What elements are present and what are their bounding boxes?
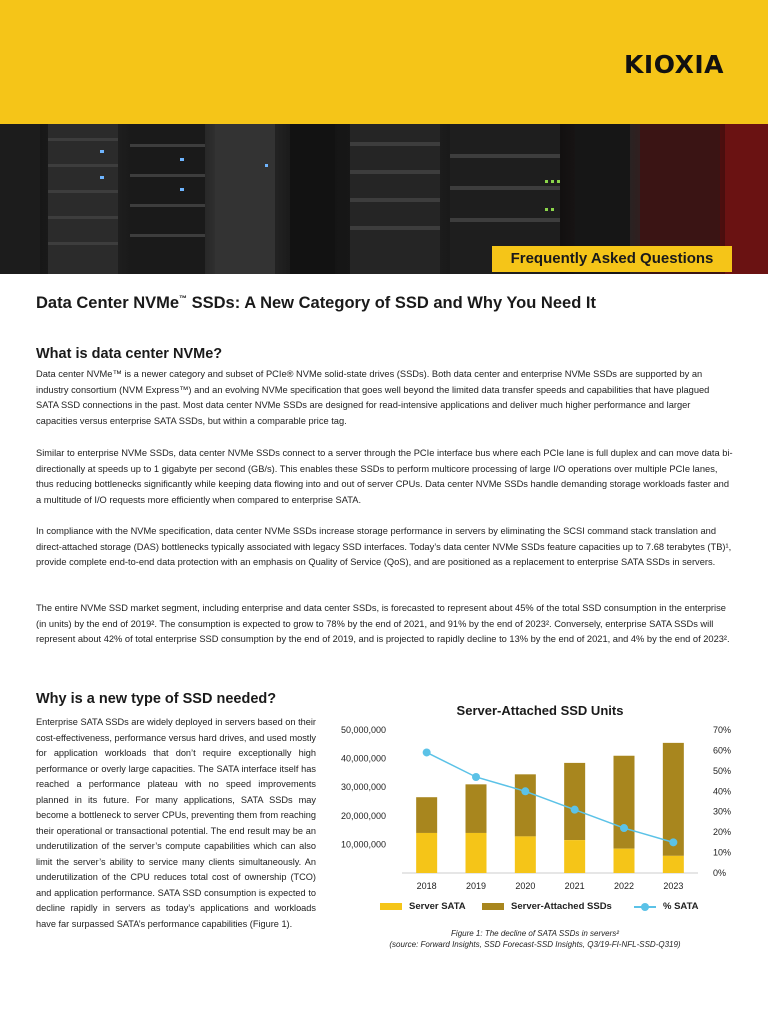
bar-server-attached-2018 bbox=[416, 797, 437, 833]
y-tick-label: 20,000,000 bbox=[340, 810, 386, 821]
point-pct-sata-2018 bbox=[423, 748, 431, 756]
figure-caption: Figure 1: The decline of SATA SSDs in servers² (source: Forward Insights, SSD Forecast-SSD Insights, Q3/19-FI-NFL-SSD-Q319) bbox=[389, 929, 681, 949]
kioxia-logo: KIOXIA bbox=[624, 50, 724, 79]
x-tick-label-2023: 2023 bbox=[663, 881, 684, 891]
x-tick-label-2021: 2021 bbox=[564, 881, 585, 891]
chart-legend bbox=[380, 901, 740, 915]
point-pct-sata-2023 bbox=[669, 838, 677, 846]
legend-server-sata: Server SATA bbox=[380, 901, 466, 912]
bar-server-sata-2018 bbox=[416, 833, 437, 873]
x-tick-label-2020: 2020 bbox=[515, 881, 536, 891]
page-title: Data Center NVMe™ SSDs: A New Category of SSD and Why You Need It bbox=[36, 294, 596, 312]
chart-title: Server-Attached SSD Units bbox=[456, 703, 624, 718]
y-tick-label: 30,000,000 bbox=[340, 782, 386, 793]
bar-server-sata-2020 bbox=[515, 836, 536, 873]
y-tick-label: 50,000,000 bbox=[340, 725, 386, 735]
legend-pct-sata: % SATA bbox=[634, 901, 699, 912]
legend-line-pct-sata bbox=[634, 903, 656, 911]
y2-tick-label: 70% bbox=[713, 725, 732, 735]
x-tick-label-2019: 2019 bbox=[465, 881, 487, 891]
y2-tick-label: 50% bbox=[713, 765, 732, 776]
y-tick-label: 40,000,000 bbox=[340, 753, 386, 764]
bar-server-attached-2019 bbox=[466, 784, 487, 833]
bar-server-sata-2023 bbox=[663, 856, 684, 873]
point-pct-sata-2021 bbox=[571, 806, 579, 814]
bar-server-sata-2022 bbox=[614, 849, 635, 873]
y2-tick-label: 30% bbox=[713, 806, 732, 817]
paragraph-why-needed: Enterprise SATA SSDs are widely deployed in servers based on their cost-effectiveness, performance versus hard drives, and used mostly for application workloads that don’t require exceptionally high performance or overly large capacities. The SATA interface itself has reached a performance plateau with no speed improvements planned in its future. For many applications, SATA SSDs may become a bottleneck to server CPUs, preventing them from reaching their operational or transactional potential. The end result may be an underutilization of the server’s compute capabilities which can also limit the server’s ability to service many clients simultaneously. An underutilization of the CPU reduces total cost of ownership (TCO) and application performance. SATA SSD consumption is expected to decline rapidly in servers as today’s applications and workloads have far surpassed SATA’s performance capabilities (Figure 1). bbox=[36, 717, 316, 929]
x-tick-label-2022: 2022 bbox=[613, 881, 635, 891]
paragraph-4: The entire NVMe SSD market segment, including enterprise and data center SSDs, is forecasted to represent about 45% of the total SSD consumption in the enterprise (in units) by the end of 2019². The consumption is expected to grow to 78% by the end of 2021, and 91% by the end of 2023². Conversely, enterprise SATA SSDs will represent about 42% of total enterprise SSD consumption by the end of 2019, and is projected to rapidly decline to 13% by the end of 2021, and 4% by the end of 2023². bbox=[36, 603, 730, 645]
y2-tick-label: 40% bbox=[713, 786, 732, 797]
line-pct-sata bbox=[427, 752, 674, 842]
y2-tick-label: 0% bbox=[713, 868, 727, 878]
legend-server-attached: Server-Attached SSDs bbox=[482, 901, 612, 912]
bar-server-attached-2021 bbox=[564, 763, 585, 840]
paragraph-2: Similar to enterprise NVMe SSDs, data center NVMe SSDs connect to a server through the PCIe interface bus where each PCIe lane is full duplex and can move data bi-directionally at speeds up to 1 gigabyte per second (GB/s). This enables these SSDs to perform multicore processing of large I/O operations over multiple PCIe lanes, thus reducing bottlenecks significantly while keeping data flowing into and out of server CPUs. Data center NVMe SSDs handle demanding storage workloads faster and a multitude of I/O requests more efficiently when compared to enterprise SATA. bbox=[36, 448, 733, 505]
bar-server-attached-2022 bbox=[614, 756, 635, 849]
y2-tick-label: 10% bbox=[713, 847, 732, 858]
point-pct-sata-2019 bbox=[472, 773, 480, 781]
section-heading-why-needed: Why is a new type of SSD needed? bbox=[36, 691, 277, 707]
bar-server-sata-2021 bbox=[564, 840, 585, 873]
faq-tag: Frequently Asked Questions bbox=[492, 246, 732, 272]
point-pct-sata-2020 bbox=[521, 787, 529, 795]
bar-server-sata-2019 bbox=[466, 833, 487, 873]
paragraph-3: In compliance with the NVMe specification, data center NVMe SSDs increase storage performance in servers by eliminating the SCSI command stack translation and direct-attached storage (DAS) bottlenecks typically associated with legacy SSD interfaces. Today’s data center NVMe SSDs feature capacities up to 7.68 terabytes (TB)¹, provide complete end-to-end data protection with an emphasis on Quality of Service (QoS), and are positioned as a replacement to enterprise SATA SSDs in servers. bbox=[36, 526, 732, 568]
y2-tick-label: 60% bbox=[713, 745, 732, 756]
x-tick-label-2018: 2018 bbox=[416, 881, 437, 891]
legend-swatch-server-attached bbox=[482, 903, 504, 910]
server-ssd-units-chart bbox=[330, 720, 750, 898]
y-tick-label: 10,000,000 bbox=[340, 839, 386, 850]
legend-swatch-server-sata bbox=[380, 903, 402, 910]
point-pct-sata-2022 bbox=[620, 824, 628, 832]
section-heading-what-is: What is data center NVMe? bbox=[36, 346, 223, 362]
paragraph-1: Data center NVMe™ is a newer category and subset of PCIe® NVMe solid-state drives (SSDs). Both data center and enterprise NVMe SSDs are supported by an industry consortium (NVM Express™) and an evolving NVMe specification that goes well beyond the limited data transfer speeds and capabilities that have plagued SATA SSD connections in the past. Most data center NVMe SSDs are designed for read-intensive applications and deliver much higher performance and larger capacities versus enterprise SATA SSDs, but within a comparable price tag. bbox=[36, 369, 710, 426]
bar-server-attached-2020 bbox=[515, 774, 536, 836]
y2-tick-label: 20% bbox=[713, 827, 732, 838]
